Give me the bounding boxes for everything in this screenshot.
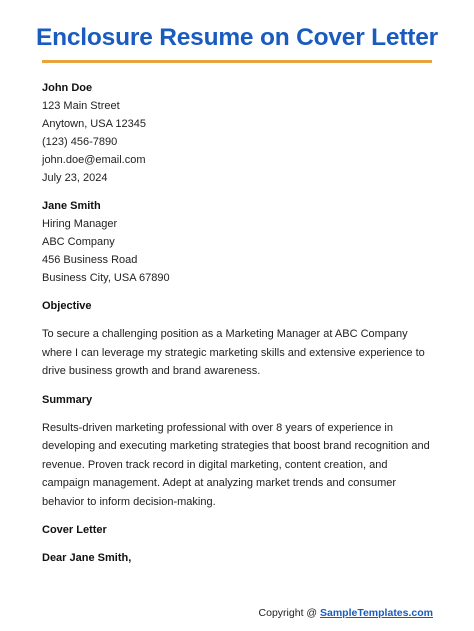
recipient-title: Hiring Manager — [42, 218, 118, 230]
recipient-street: 456 Business Road — [42, 254, 138, 266]
sender-email: john.doe@email.com — [42, 154, 146, 166]
recipient-company: ABC Company — [42, 236, 115, 248]
sender-phone: (123) 456-7890 — [42, 136, 118, 148]
cover-letter-heading: Cover Letter — [42, 524, 107, 536]
copyright-prefix: Copyright @ — [258, 607, 320, 619]
title-underline — [42, 60, 432, 63]
summary-heading: Summary — [42, 393, 93, 406]
document-title: Enclosure Resume on Cover Letter — [35, 24, 439, 51]
summary-text: Results-driven marketing professional with over 8 years of experience in developing and executing marketing strategies that boost brand recognition and revenue. Proven track record in digital marketing, content creation, and campaign management. Adept at analyzing market trends and consumer behavior to inform decision-making. — [42, 421, 430, 508]
sender-name: John Doe — [42, 82, 93, 94]
letter-date: July 23, 2024 — [42, 172, 108, 184]
sampletemplates-link[interactable]: SampleTemplates.com — [319, 607, 433, 619]
sender-street: 123 Main Street — [42, 100, 120, 112]
recipient-city: Business City, USA 67890 — [42, 272, 170, 284]
sender-block — [42, 79, 437, 187]
objective-heading: Objective — [42, 300, 92, 312]
recipient-block — [42, 197, 437, 287]
salutation: Dear Jane Smith, — [42, 552, 132, 564]
sender-city: Anytown, USA 12345 — [42, 118, 146, 130]
letter-body — [42, 79, 437, 567]
objective-text: To secure a challenging position as a Marketing Manager at ABC Company where I can leverage my strategic marketing skills and extensive experience to drive business growth and brand awareness. — [42, 328, 425, 377]
recipient-name: Jane Smith — [42, 200, 101, 212]
copyright-footer — [259, 607, 433, 619]
